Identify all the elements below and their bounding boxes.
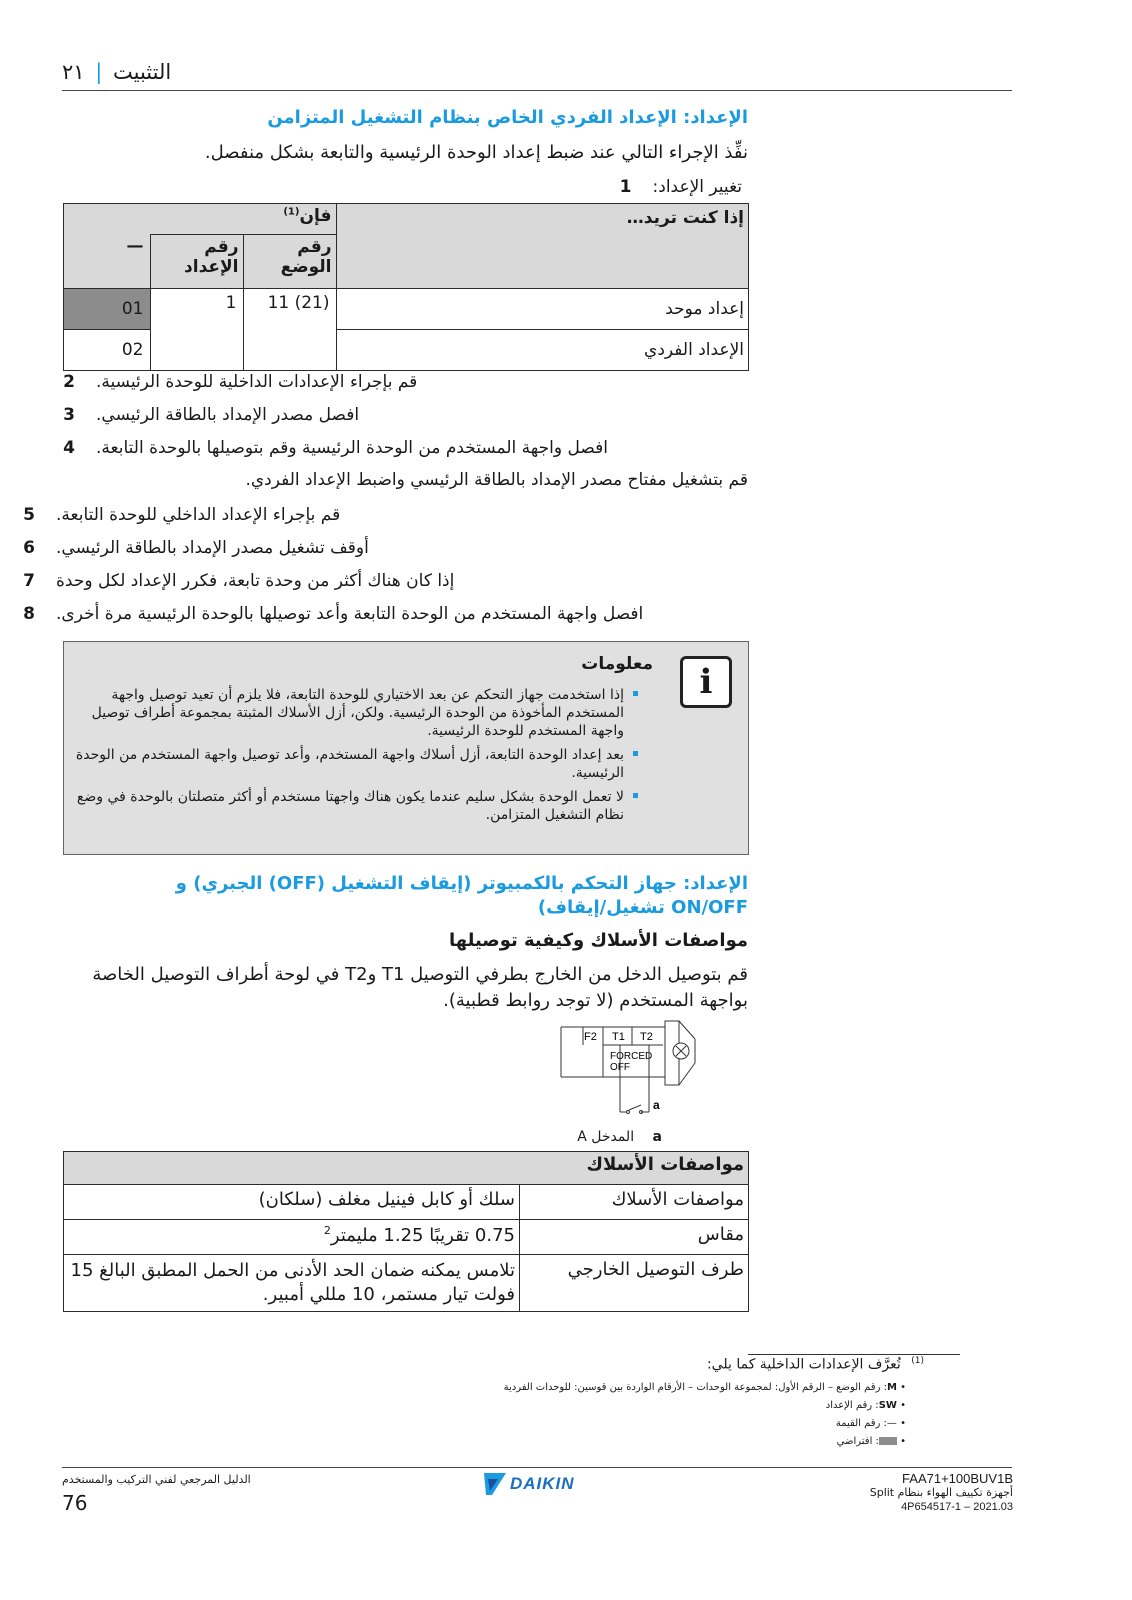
wire-row1-value: سلك أو كابل فينيل مغلف (سلكان): [64, 1185, 520, 1220]
footnote-text: رقم الوضع – الرقم الأول: لمجموعة الوحدات – الأرقام الواردة بين قوسين: للوحدات الفردية: [503, 1382, 881, 1393]
step-number: 8: [23, 604, 35, 624]
col-then-sup: (1): [283, 206, 300, 218]
col-dash-label: —: [64, 234, 151, 289]
footnote-text: رقم القيمة: [835, 1418, 881, 1429]
step-number: 6: [23, 538, 35, 558]
step-2: [62, 370, 742, 394]
section2-heading: الإعداد: جهاز التحكم بالكمبيوتر (إيقاف التشغيل (OFF) الجبري) و ON/OFF تشغيل/إيقاف): [175, 873, 748, 918]
step-text: إذا كان هناك أكثر من وحدة تابعة، فكرر الإعداد لكل وحدة: [56, 571, 455, 591]
footer-page-number: 76: [62, 1491, 88, 1515]
daikin-logo-mark: [484, 1473, 508, 1495]
bullet-icon: [633, 793, 638, 798]
header-section-title: التثبيت: [113, 60, 172, 84]
step-7: [22, 569, 742, 593]
steps-a: [619, 175, 742, 199]
row2-value: 02: [64, 330, 151, 371]
footnote-text: رقم الإعداد: [825, 1400, 873, 1411]
terminal-t1: T1: [612, 1031, 625, 1043]
step-number: 7: [23, 571, 35, 591]
terminal-t2: T2: [640, 1031, 653, 1043]
wire-row2-label: مقاس: [520, 1220, 749, 1255]
footnote-intro-text: تُعرَّف الإعدادات الداخلية كما يلي:: [706, 1356, 901, 1373]
footer-left-title: الدليل المرجعي لفني التركيب والمستخدم: [62, 1473, 251, 1486]
step-text: افصل واجهة المستخدم من الوحدة التابعة وأعد توصيلها بالوحدة الرئيسية مرة أخرى.: [56, 604, 644, 624]
footnote-key: SW: [878, 1400, 897, 1411]
wire-row3-value: تلامس يمكنه ضمان الحد الأدنى من الحمل المطبق البالغ 15 فولت تيار مستمر، 10 مللي أمبير.: [64, 1255, 520, 1312]
header-section-number: ٢١: [62, 60, 85, 84]
gauge-text: 0.75 تقريبًا 1.25 مليمتر: [330, 1225, 515, 1246]
forced-label: FORCED: [610, 1051, 653, 1062]
footnote-list: [300, 1379, 906, 1451]
info-title: معلومات: [581, 654, 653, 674]
wire-spec-table: [63, 1151, 749, 1312]
row1-value: 01: [64, 289, 151, 330]
footer-rule: [62, 1467, 1012, 1468]
legend-text: المدخل A: [577, 1129, 635, 1145]
footnote-key: M: [886, 1382, 897, 1393]
step-number: 2: [63, 372, 75, 392]
step-number: 1: [619, 177, 632, 197]
terminal-f2: F2: [584, 1031, 597, 1043]
page-header: [62, 58, 1012, 91]
header-section: [62, 60, 171, 84]
middle-note: قم بتشغيل مفتاح مصدر الإمداد بالطاقة الرئيسي واضبط الإعداد الفردي.: [245, 470, 748, 490]
bullet-icon: [633, 751, 638, 756]
step-text: أوقف تشغيل مصدر الإمداد بالطاقة الرئيسي.: [56, 538, 369, 558]
switch-blade: [629, 1105, 641, 1110]
section1-heading: الإعداد: الإعداد الفردي الخاص بنظام التشغيل المتزامن: [267, 107, 748, 128]
info-item-text: إذا استخدمت جهاز التحكم عن بعد الاختياري للوحدة التابعة، فلا يلزم أن تعيد توصيل واجهة المستخدم المأخوذة من الوحدة الرئيسية. ولكن، أزل الأسلاك المثبتة بمجموعة أطراف توصيل واجهة المستخدم للوحدة الرئيسية.: [91, 687, 624, 739]
step-number: 3: [63, 405, 75, 425]
footnote-item: • M: رقم الوضع – الرقم الأول: لمجموعة الوحدات – الأرقام الواردة بين قوسين: للوحدات الفردية: [503, 1382, 906, 1393]
info-item-text: بعد إعداد الوحدة التابعة، أزل أسلاك واجهة المستخدم، وأعد توصيل واجهة المستخدم من الوحدة الرئيسية.: [75, 747, 624, 781]
footnote-text: افتراضي: [836, 1436, 873, 1447]
wiring-diagram: [555, 1017, 705, 1117]
legend-key: a: [652, 1129, 662, 1145]
info-icon-letter: i: [699, 662, 713, 702]
section1-intro: نفِّذ الإجراء التالي عند ضبط إعداد الوحدة الرئيسية والتابعة بشكل منفصل.: [204, 142, 748, 163]
footer-doc-code: 4P654517-1 – 2021.03: [901, 1501, 1013, 1513]
gauge-sup: 2: [323, 1224, 331, 1237]
step-5: [22, 503, 742, 527]
footnote-marker: (1): [911, 1356, 924, 1366]
col-then-header: [150, 204, 336, 235]
footer-product: أجهزة تكييف الهواء بنظام Split: [869, 1486, 1013, 1499]
step-number: 5: [23, 505, 35, 525]
step-4: [62, 436, 742, 460]
step-text: افصل واجهة المستخدم من الوحدة الرئيسية وقم بتوصيلها بالوحدة التابعة.: [96, 438, 608, 458]
header-separator: |: [95, 60, 103, 84]
footnote-intro: [560, 1356, 924, 1373]
col-setting: رقم الإعداد: [150, 234, 243, 289]
settings-table: [63, 203, 749, 371]
info-list: [64, 686, 638, 830]
row1-setting: 1: [150, 289, 243, 371]
info-item: [64, 788, 624, 824]
switch-contact: [627, 1111, 630, 1114]
footer-right: [760, 1472, 1013, 1514]
info-box: [63, 641, 749, 855]
footnote-rule: [748, 1354, 960, 1355]
section2-subheading: مواصفات الأسلاك وكيفية توصيلها: [448, 930, 748, 951]
footer-model: FAA71+100BUV1B: [902, 1471, 1013, 1486]
step-text: افصل مصدر الإمداد بالطاقة الرئيسي.: [96, 405, 360, 425]
wire-row1-label: مواصفات الأسلاك: [520, 1185, 749, 1220]
col-dash: [64, 204, 151, 235]
col-then-label: فإن: [299, 206, 332, 226]
step-text: قم بإجراء الإعداد الداخلي للوحدة التابعة.: [56, 505, 341, 525]
row1-label: إعداد موحد: [336, 289, 749, 330]
steps-b: [62, 370, 742, 460]
footnote-item: • SW: رقم الإعداد: [825, 1400, 906, 1411]
info-item: [64, 686, 624, 740]
footnote-key: —: [886, 1418, 897, 1429]
row2-label: الإعداد الفردي: [336, 330, 749, 371]
off-label: OFF: [610, 1062, 630, 1073]
info-icon: [680, 656, 732, 708]
step-3: [62, 403, 742, 427]
default-swatch: [879, 1437, 897, 1445]
wire-row3-label: طرف التوصيل الخارجي: [520, 1255, 749, 1312]
steps-c: [22, 503, 742, 626]
step-text: تغيير الإعداد:: [652, 177, 742, 197]
wire-table-header: مواصفات الأسلاك: [64, 1152, 749, 1185]
step-8: [22, 602, 742, 626]
row1-mode: 11 (21): [243, 289, 336, 371]
col-if-want: إذا كنت تريد…: [336, 204, 749, 289]
bullet-icon: [633, 691, 638, 696]
step-1: [619, 175, 742, 199]
footnote-item: • —: رقم القيمة: [835, 1418, 906, 1429]
info-item-text: لا تعمل الوحدة بشكل سليم عندما يكون هناك واجهتا مستخدم أو أكثر متصلتان بالوحدة في وضع نظام التشغيل المتزامن.: [76, 789, 624, 823]
daikin-logo-text: DAIKIN: [510, 1474, 575, 1493]
wire-row2-value: [64, 1220, 520, 1255]
footnote-item: • : افتراضي: [836, 1436, 906, 1447]
diagram-label-a: a: [653, 1098, 660, 1112]
daikin-logo: [484, 1472, 575, 1496]
step-number: 4: [63, 438, 75, 458]
diagram-legend: [450, 1129, 662, 1145]
section2-paragraph: قم بتوصيل الدخل من الخارج بطرفي التوصيل T1 وT2 في لوحة أطراف التوصيل الخاصة بواجهة المستخدم (لا توجد روابط قطبية).: [92, 964, 748, 1011]
info-item: [64, 746, 624, 782]
col-mode: رقم الوضع: [243, 234, 336, 289]
step-6: [22, 536, 742, 560]
step-text: قم بإجراء الإعدادات الداخلية للوحدة الرئيسية.: [96, 372, 418, 392]
